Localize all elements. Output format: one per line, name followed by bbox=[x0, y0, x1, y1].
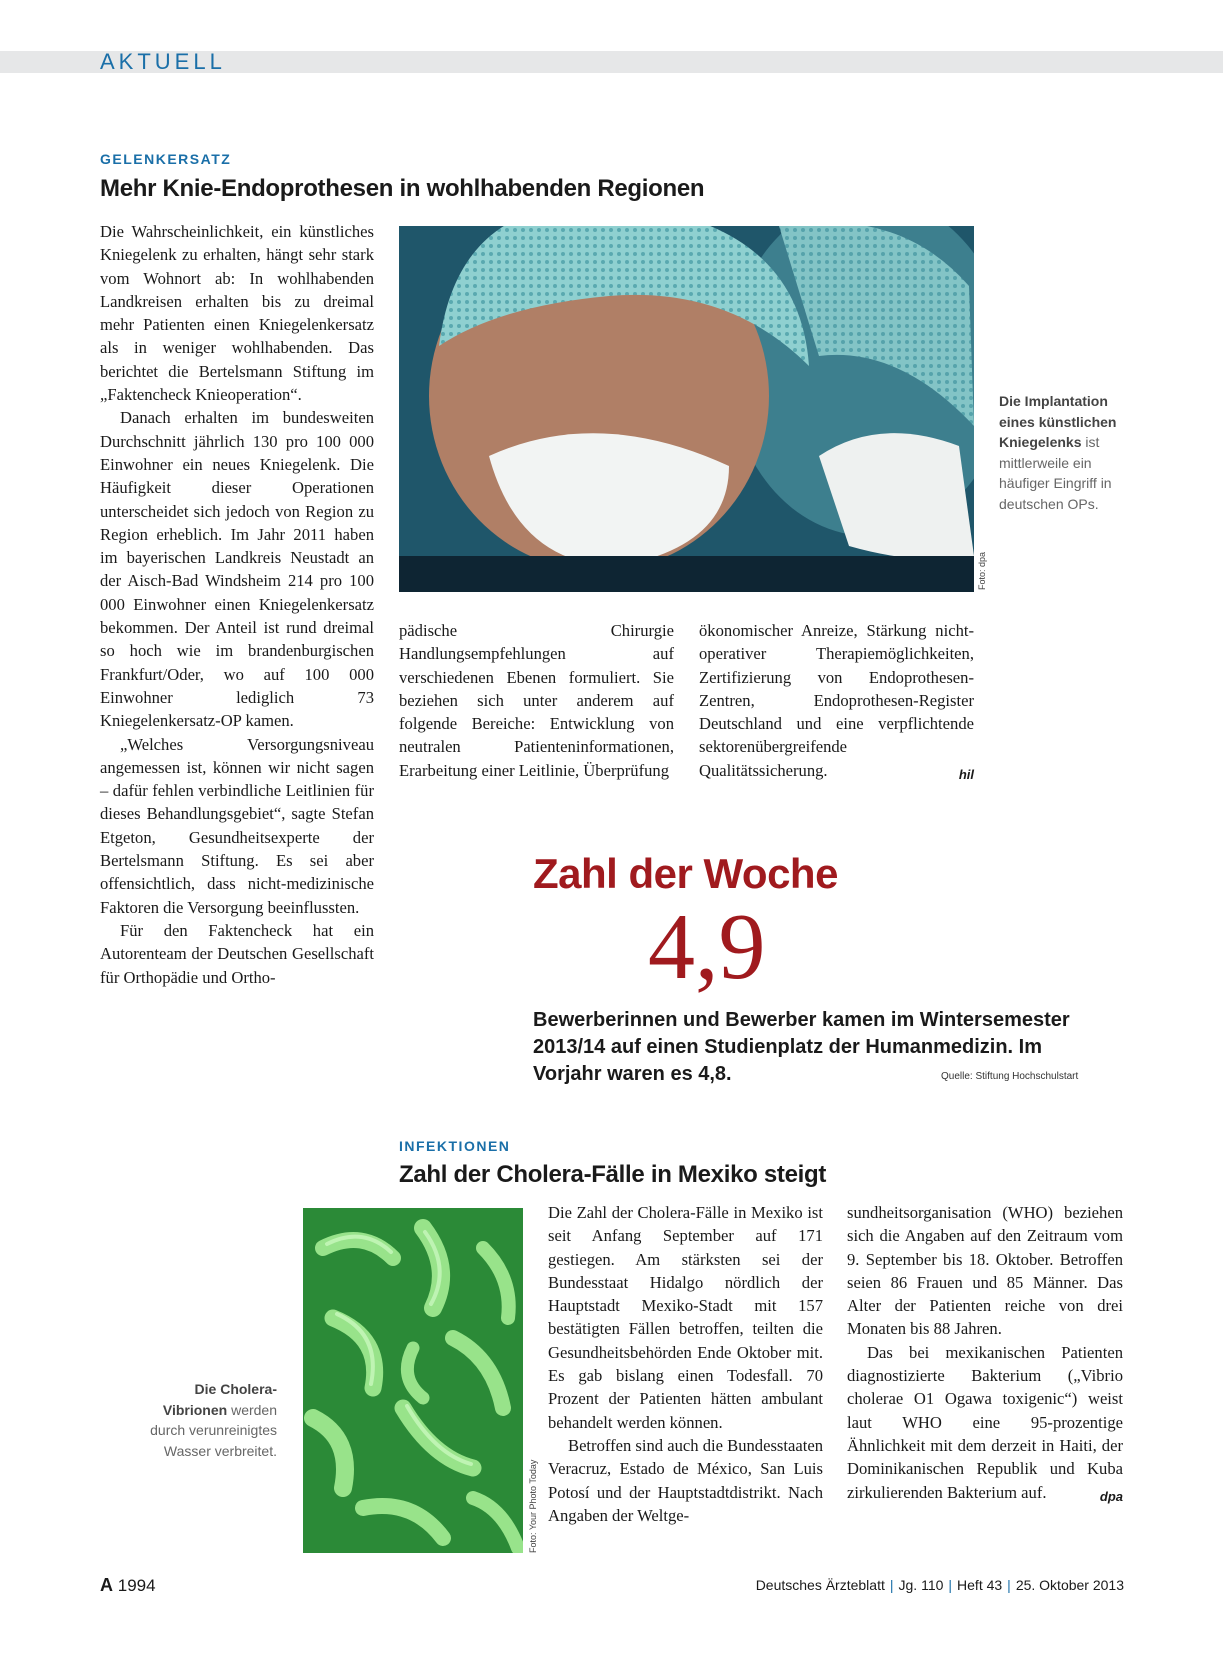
footer-publication-info: Deutsches Ärzteblatt | Jg. 110 | Heft 43 | 25. Oktober 2013 bbox=[755, 1577, 1124, 1593]
article2-paragraph: Betroffen sind auch die Bundesstaaten Veracruz, Estado de México, San Luis Potosí und der Hauptstadtdistrikt. Nach Angaben der Weltge- bbox=[548, 1435, 823, 1525]
footer-page-number bbox=[100, 1575, 156, 1596]
article2-paragraph: sundheitsorganisation (WHO) beziehen sich die Angaben auf den Zeitraum vom 9. September bis 18. Oktober. Betroffen seien 86 Frauen und 85 Männer. Das Alter der Patienten reiche von drei Monaten bis 88 Jahren. bbox=[847, 1203, 1123, 1339]
footer-page-letter: A bbox=[100, 1575, 113, 1595]
zahl-der-woche-source: Quelle: Stiftung Hochschulstart bbox=[941, 1071, 1079, 1082]
article2-photo-caption bbox=[150, 1379, 277, 1461]
article2-signature: dpa bbox=[1099, 1488, 1123, 1504]
article1-column-1 bbox=[100, 220, 374, 989]
article1-signature: hil bbox=[958, 766, 974, 782]
article2-headline: Zahl der Cholera-Fälle in Mexiko steigt bbox=[399, 1161, 827, 1188]
article1-photo-caption bbox=[999, 391, 1129, 514]
article1-kicker: GELENKERSATZ bbox=[100, 151, 232, 167]
zahl-der-woche-title: Zahl der Woche bbox=[533, 850, 838, 897]
footer-journal: Deutsches Ärzteblatt bbox=[755, 1577, 885, 1593]
article1-column-2 bbox=[399, 619, 674, 782]
article1-paragraph: ökonomischer Anreize, Stärkung nicht-operativer Therapiemöglichkeiten, Zertifizierung von Endoprothesen-Zentren, Endoprothesen-Register Deutschland und eine verpflichtende sektorenübergreifende Qualitätssicherung. bbox=[699, 621, 974, 780]
article1-paragraph: pädische Chirurgie Handlungsempfehlungen auf verschiedenen Ebenen formuliert. Sie beziehen sich unter anderem auf folgende Bereiche: Entwicklung von neutralen Patienteninformationen, Erarbeitung einer Leitlinie, Überprüfung bbox=[399, 621, 674, 780]
footer-page-digits: 1994 bbox=[117, 1576, 156, 1595]
article1-caption-text: ist mittlerweile ein häufiger Eingriff in deutschen OPs. bbox=[999, 434, 1112, 512]
article1-paragraph: Für den Faktencheck hat ein Autorenteam der Deutschen Gesellschaft für Orthopädie und Ortho- bbox=[100, 920, 374, 987]
cholera-photo-illustration bbox=[303, 1208, 523, 1553]
surgeons-photo bbox=[399, 226, 974, 592]
article1-photo-credit: Foto: dpa bbox=[977, 551, 987, 590]
zahl-der-woche-text: Bewerberinnen und Bewerber kamen im Wintersemester 2013/14 auf einen Studienplatz der Humanmedizin. Im Vorjahr waren es 4,8. bbox=[533, 1009, 1070, 1085]
zahl-der-woche-number: 4,9 bbox=[648, 895, 766, 999]
article1-paragraph: Danach erhalten im bundesweiten Durchschnitt jährlich 130 pro 100 000 Einwohner ein neues Kniegelenk. Die Häufigkeit dieser Operationen unterscheidet sich jedoch von Region zu Region erheblich. Im Jahr 2011 haben im bayerischen Landkreis Neustadt an der Aisch-Bad Windsheim 214 pro 100 000 Einwohner einen Kniegelenkersatz bekommen. Der Anteil ist rund dreimal so hoch wie im brandenburgischen Frankfurt/Oder, wo auf 100 000 Einwohner lediglich 73 Kniegelenkersatz-OP kamen. bbox=[100, 408, 374, 731]
article2-caption-text: werden durch verunreinigtes Wasser verbreitet. bbox=[150, 1401, 277, 1459]
article2-photo-credit: Foto: Your Photo Today bbox=[528, 1459, 538, 1553]
article2-column-2 bbox=[847, 1201, 1123, 1508]
article2-paragraph: Das bei mexikanischen Patienten diagnostizierte Bakterium („Vibrio cholerae O1 Ogawa toxigenic“) weist laut WHO eine 95-prozentige Ähnlichkeit mit dem derzeit in Haiti, der Dominikanischen Republik und Kuba zirkulierenden Bakterium auf. bbox=[847, 1342, 1123, 1502]
footer-volume: Jg. 110 bbox=[898, 1577, 944, 1593]
article1-column-3 bbox=[699, 619, 974, 786]
cholera-photo bbox=[303, 1208, 523, 1553]
article2-caption-bold: Die Cholera-Vibrionen bbox=[162, 1381, 277, 1418]
article2-paragraph: Die Zahl der Cholera-Fälle in Mexiko ist seit Anfang September auf 171 gestiegen. Am stärksten sei der Bundesstaat Hidalgo nördlich der Hauptstadt Mexiko-Stadt mit 157 bestätigten Fällen betroffen, teilten die Gesundheitsbehörden Ende Oktober mit. Es gab bislang einen Todesfall. 70 Prozent der Patienten hätten ambulant behandelt werden können. bbox=[548, 1203, 823, 1432]
article1-paragraph: Die Wahrscheinlichkeit, ein künstliches Kniegelenk zu erhalten, hängt sehr stark vom Wohnort ab: In wohlhabenden Landkreisen erhalten bis zu dreimal mehr Patienten einen Kniegelenkersatz als in weniger wohlhabenden. Das berichtet die Bertelsmann Stiftung im „Faktencheck Knieoperation“. bbox=[100, 222, 374, 405]
article1-headline: Mehr Knie-Endoprothesen in wohlhabenden Regionen bbox=[100, 175, 705, 202]
article2-kicker: INFEKTIONEN bbox=[399, 1138, 511, 1154]
footer-date: 25. Oktober 2013 bbox=[1015, 1577, 1124, 1593]
footer-issue: Heft 43 bbox=[957, 1577, 1003, 1593]
article1-paragraph: „Welches Versorgungsniveau angemessen ist, können wir nicht sagen – dafür fehlen verbindliche Leitlinien für dieses Behandlungsgebiet“, sagte Stefan Etgeton, Gesundheitsexperte der Bertelsmann Stiftung. Es sei aber offensichtlich, dass nicht-medizinische Faktoren die Versorgung beeinflussten. bbox=[100, 734, 374, 917]
article1-caption-bold: Die Implantation eines künstlichen Kniegelenks bbox=[999, 393, 1117, 450]
section-label: AKTUELL bbox=[100, 49, 226, 74]
surgeons-photo-illustration bbox=[399, 226, 974, 592]
article2-column-1 bbox=[548, 1201, 823, 1527]
